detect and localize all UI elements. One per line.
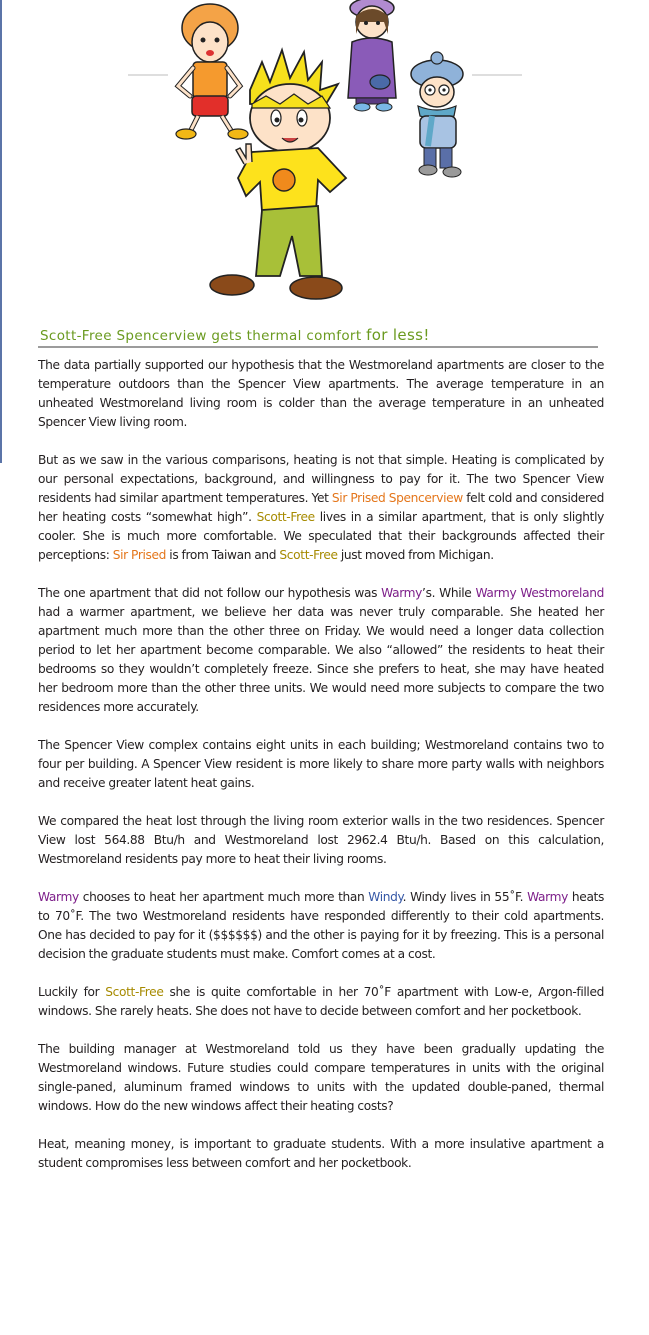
headline-tail: for less! [366, 326, 430, 344]
article-headline-block [38, 320, 598, 348]
name-scott-free: Scott-Free [279, 548, 338, 562]
name-scott-free: Scott-Free [105, 985, 164, 999]
paragraph-3: The one apartment that did not follow our hypothesis was Warmy’s. While Warmy Westmoreland had a warmer apartment, we believe her data was never truly comparable. She heated her apartment much more than the other three on Friday. We would need a longer data collection period to let her apartment become comparable. We also “allowed” the residents to heat their bedrooms so they wouldn’t completely freeze. Since she prefers to heat, she may have heated her bedroom more than the other three units. We would need more subjects to compare the two residences more accurately. [38, 586, 604, 714]
paragraph-4: The Spencer View complex contains eight units in each building; Westmoreland contains two to four per building. A Spencer View resident is more likely to share more party walls with neighbors and receive greater latent heat gains. [38, 738, 604, 790]
name-scott-free: Scott-Free [256, 510, 315, 524]
paragraph-6: Warmy chooses to heat her apartment much more than Windy. Windy lives in 55˚F. Warmy heats to 70˚F. The two Westmoreland residents have responded differently to their cold apartments. One has decided to pay for it ($$$$$$) and the other is paying for it by freezing. This is a personal decision the graduate students must make. Comfort comes at a cost. [38, 890, 604, 961]
headline-main: Scott-Free Spencerview gets thermal comfort [40, 328, 367, 344]
paragraph-8: The building manager at Westmoreland told us they have been gradually updating the Westmoreland windows. Future studies could compare temperatures in units with the original single-paned, aluminum framed windows to units with the updated double-paned, thermal windows. How do the new windows affect their heating costs? [38, 1042, 604, 1113]
paragraph-7: Luckily for Scott-Free she is quite comfortable in her 70˚F apartment with Low-e, Argon-filled windows. She rarely heats. She does not have to decide between comfort and her pocketbook. [38, 985, 604, 1018]
paragraph-9: Heat, meaning money, is important to graduate students. With a more insulative apartment a student compromises less between comfort and her pocketbook. [38, 1137, 604, 1170]
name-windy: Windy [368, 890, 403, 904]
article-body [38, 356, 604, 1192]
paragraph-1: The data partially supported our hypothesis that the Westmoreland apartments are closer to the temperature outdoors than the Spencer View apartments. The average temperature in an unheated Westmoreland living room is colder than the average temperature in an unheated Spencer View living room. [38, 358, 604, 429]
name-sir-prised-spencerview: Sir Prised Spencerview [331, 491, 463, 505]
name-warmy-westmoreland: Warmy Westmoreland [475, 586, 604, 600]
headline-underline [38, 346, 598, 348]
cartoon-illustration [0, 0, 649, 320]
paragraph-2: But as we saw in the various comparisons, heating is not that simple. Heating is complicated by our personal expectations, background, and willingness to pay for it. The two Spencer View residents had similar apartment temperatures. Yet Sir Prised Spencerview felt cold and considered her heating costs “somewhat high”. Scott-Free lives in a similar apartment, that is only slightly cooler. She is much more comfortable. We speculated that their backgrounds affected their perceptions: Sir Prised is from Taiwan and Scott-Free just moved from Michigan. [38, 453, 604, 562]
warmy-character [348, 0, 396, 111]
article-headline [38, 320, 598, 346]
name-sir-prised: Sir Prised [112, 548, 167, 562]
name-warmy: Warmy [381, 586, 423, 600]
sir-prised-character [176, 4, 248, 139]
paragraph-5: We compared the heat lost through the living room exterior walls in the two residences. Spencer View lost 564.88 Btu/h and Westmoreland lost 2962.4 Btu/h. Based on this calculation, Westmoreland residents pay more to heat their living rooms. [38, 814, 604, 866]
name-warmy: Warmy [527, 890, 568, 904]
windy-character [411, 52, 463, 177]
scott-free-character [210, 50, 346, 299]
name-warmy: Warmy [38, 890, 79, 904]
